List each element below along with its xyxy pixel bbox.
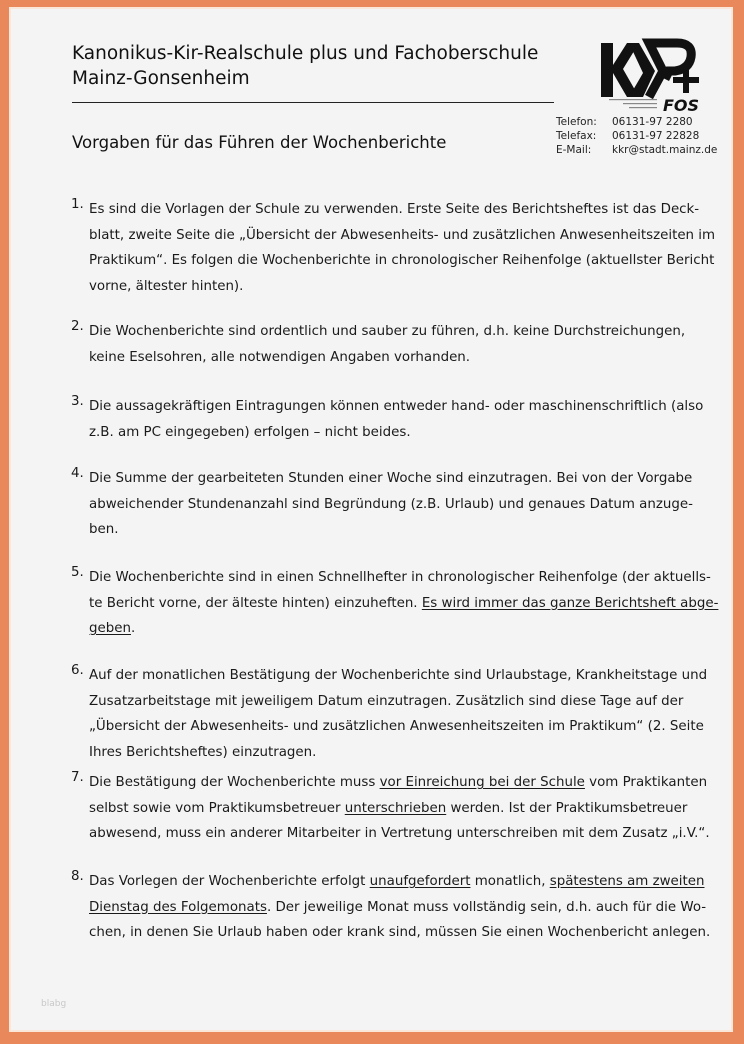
text-line — [89, 466, 693, 492]
header-rule — [72, 102, 554, 103]
text-line — [89, 319, 686, 345]
text-segment: Die Wochenberichte sind ordentlich und sauber zu führen, d.h. keine Durchstreichungen, — [89, 324, 686, 339]
text-line — [89, 345, 674, 371]
underlined-text: Dienstag des Folgemonats — [89, 899, 267, 915]
text-segment: Auf der monatlichen Bestätigung der Wochenberichte sind Urlaubstage, Krankheitstage und — [89, 668, 708, 683]
item-number: 1. — [71, 197, 84, 212]
text-segment: vom Praktikanten — [584, 775, 708, 790]
item-text — [89, 197, 716, 299]
contact-label: Telefax: — [556, 130, 597, 142]
text-line — [89, 796, 688, 822]
text-segment: abwesend, muss ein anderer Mitarbeiter in Vertretung unterschreiben mit dem Zusatz „i.V.“. — [89, 826, 710, 841]
contact-label: Telefon: — [556, 116, 597, 128]
text-segment: monatlich, — [470, 874, 550, 889]
school-logo — [599, 37, 707, 113]
item-number: 2. — [71, 319, 84, 334]
text-line — [89, 565, 711, 591]
text-segment: te Bericht vorne, der älteste hinten) einzuheften. — [89, 595, 422, 611]
item-number: 6. — [71, 663, 84, 678]
contact-fax — [556, 129, 717, 143]
text-line — [89, 248, 715, 274]
item-text — [89, 466, 693, 543]
text-segment: . — [130, 621, 136, 636]
text-line — [89, 517, 674, 543]
contact-email — [556, 143, 717, 157]
text-line — [89, 869, 705, 895]
svg-text:FOS: FOS — [663, 96, 700, 113]
text-line — [89, 223, 716, 249]
text-segment: werden. Ist der Praktikumsbetreuer — [446, 800, 688, 816]
text-segment: chen, in denen Sie Urlaub haben oder krank sind, müssen Sie einen Wochenbericht anlegen. — [89, 925, 711, 940]
text-segment: Zusatzarbeitstage mit jeweiligem Datum einzutragen. Zusätzlich sind diese Tage auf der — [89, 693, 684, 709]
document-page — [9, 7, 733, 1032]
text-segment: Das Vorlegen der Wochenberichte erfolgt — [89, 874, 370, 889]
text-segment: Die Bestätigung der Wochenberichte muss — [89, 775, 380, 790]
text-line — [89, 394, 704, 420]
text-segment: Es sind die Vorlagen der Schule zu verwenden. Erste Seite des Berichtsheftes ist das Deck- — [89, 202, 700, 217]
text-segment: Die Summe der gearbeiteten Stunden einer Woche sind einzutragen. Bei von der Vorgabe — [89, 471, 693, 486]
text-segment: selbst sowie vom Praktikumsbetreuer — [89, 800, 345, 816]
school-name-line2: Mainz-Gonsenheim — [72, 68, 250, 89]
item-number: 8. — [71, 869, 84, 884]
underlined-text: spätestens am zweiten — [549, 874, 705, 889]
document-title: Vorgaben für das Führen der Wochenberichte — [72, 133, 447, 152]
item-number: 4. — [71, 466, 84, 481]
underlined-text: unterschrieben — [344, 800, 447, 816]
item-text — [89, 663, 708, 765]
text-segment: Ihres Berichtsheftes) einzutragen. — [89, 744, 317, 760]
text-segment: z.B. am PC eingegeben) erfolgen – nicht beides. — [89, 424, 411, 440]
text-segment: . Der jeweilige Monat muss vollständig sein, d.h. auch für die Wo- — [266, 899, 707, 915]
underlined-text: geben — [89, 621, 131, 636]
item-text — [89, 394, 704, 445]
contact-phone — [556, 115, 717, 129]
text-line — [89, 197, 700, 223]
contact-label: E-Mail: — [556, 144, 592, 156]
underlined-text: vor Einreichung bei der Schule — [379, 775, 585, 790]
text-line — [89, 663, 708, 689]
text-segment: „Übersicht der Abwesenheits- und zusätzlichen Anwesenheitszeiten im Praktikum“ (2. Seite — [89, 719, 704, 734]
text-segment: abweichender Stundenanzahl sind Begründung (z.B. Urlaub) und genaues Datum anzuge- — [89, 496, 693, 512]
text-line — [89, 274, 674, 300]
text-segment: keine Eselsohren, alle notwendigen Angaben vorhanden. — [89, 349, 471, 365]
item-text — [89, 869, 711, 946]
text-line — [89, 770, 708, 796]
text-line — [89, 895, 707, 921]
contact-value: 06131-97 22828 — [612, 130, 700, 142]
underlined-text: Es wird immer das ganze Berichtsheft abge- — [421, 595, 719, 611]
text-segment: blatt, zweite Seite die „Übersicht der Abwesenheits- und zusätzlichen Anwesenheitszeiten im — [89, 227, 716, 243]
text-line — [89, 689, 684, 715]
item-text — [89, 770, 710, 847]
text-line — [89, 714, 704, 740]
item-text — [89, 319, 686, 370]
text-line — [89, 616, 674, 642]
item-number: 7. — [71, 770, 84, 785]
text-line — [89, 821, 710, 847]
underlined-text: unaufgefordert — [369, 874, 471, 889]
item-number: 5. — [71, 565, 84, 580]
text-line — [89, 920, 711, 946]
text-segment: Praktikum“. Es folgen die Wochenberichte in chronologischer Reihenfolge (aktuellster Bericht — [89, 253, 715, 268]
text-line — [89, 492, 693, 518]
contact-value: 06131-97 2280 — [612, 116, 693, 128]
school-name — [72, 41, 538, 91]
contact-value: kkr@stadt.mainz.de — [612, 144, 718, 156]
text-line — [89, 740, 674, 766]
contact-block — [556, 115, 717, 157]
text-line — [89, 591, 719, 617]
item-number: 3. — [71, 394, 84, 409]
text-line — [89, 420, 674, 446]
text-segment: ben. — [89, 522, 119, 537]
school-name-line1: Kanonikus-Kir-Realschule plus und Fachoberschule — [72, 43, 539, 64]
watermark: blabg — [41, 999, 67, 1009]
text-segment: Die Wochenberichte sind in einen Schnellhefter in chronologischer Reihenfolge (der aktuells- — [89, 570, 711, 585]
item-text — [89, 565, 719, 642]
text-segment: vorne, ältester hinten). — [89, 278, 244, 294]
text-segment: Die aussagekräftigen Eintragungen können entweder hand- oder maschinenschriftlich (also — [89, 399, 704, 414]
